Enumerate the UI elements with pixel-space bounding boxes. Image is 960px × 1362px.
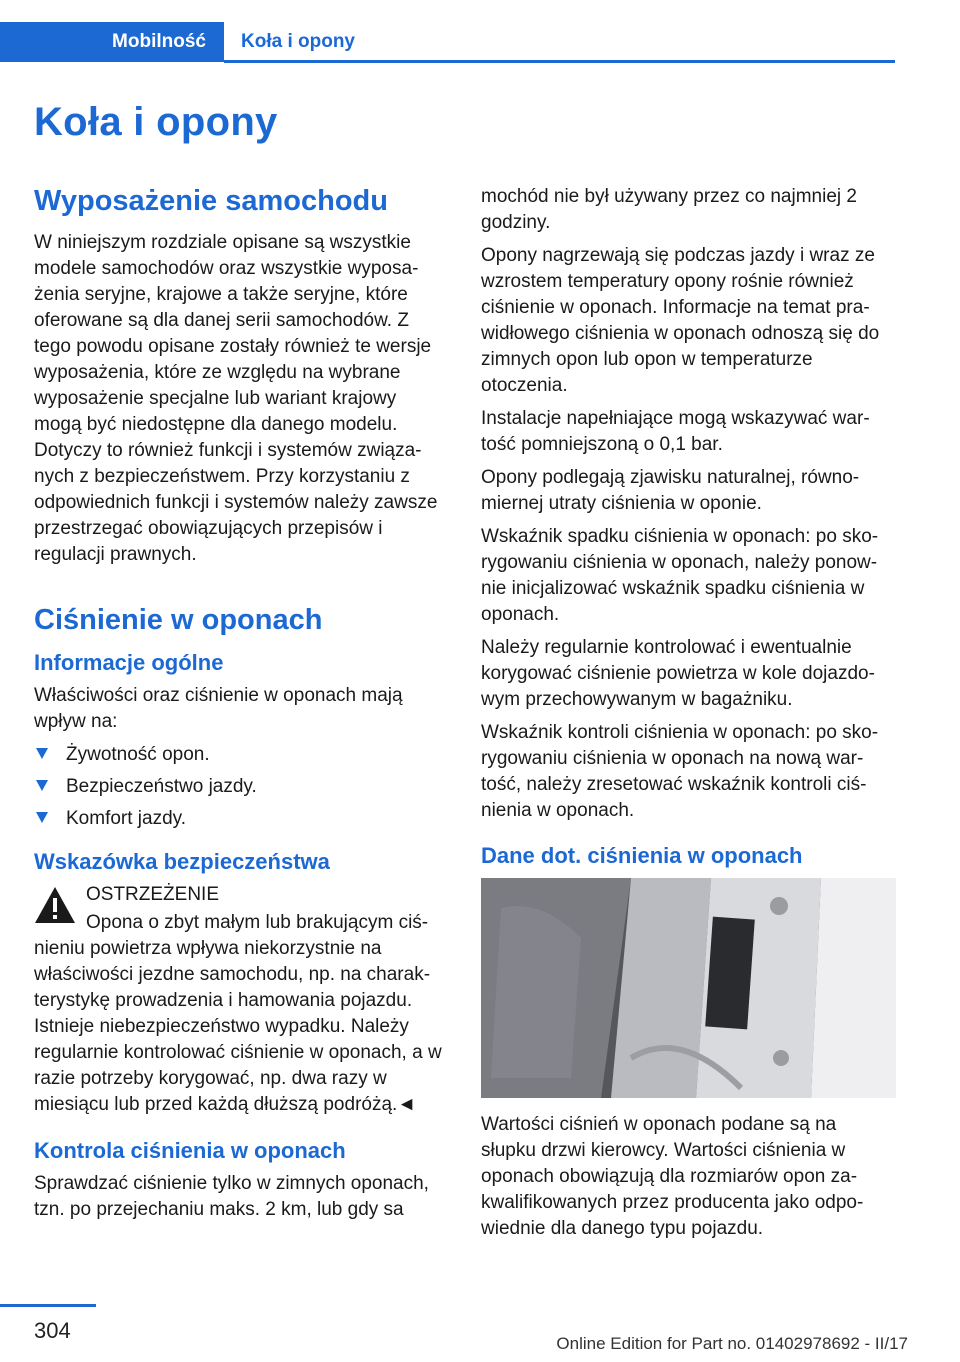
triangle-bullet-icon: [36, 748, 48, 759]
bullet-list: [34, 742, 449, 838]
paragraph: Wartości ciśnień w oponach podane są na słupku drzwi kierowcy. Wartości ciśnienia w oponach obowiązują dla rozmiarów opon zakwalifikowanych przez producenta jako odpowiednie dla danego typu pojazdu.: [481, 1114, 864, 1239]
list-item: Komfort jazdy.: [34, 806, 449, 838]
pressure-check-paragraph: Sprawdzać ciśnienie tylko w zimnych oponach, tzn. po przejechaniu maks. 2 km, lub gdy sa: [34, 1173, 429, 1220]
paragraph: Wskaźnik kontroli ciśnienia w oponach: po skorygowaniu ciśnienia w oponach na nową wartość, należy zresetować wskaźnik kontroli ciśnienia w oponach.: [481, 722, 879, 821]
warning-title: OSTRZEŻENIE: [86, 884, 220, 905]
subheading-pressure-data: Dane dot. ciśnienia w oponach: [481, 843, 803, 868]
warning-triangle-icon: [34, 886, 76, 924]
triangle-bullet-icon: [36, 812, 48, 823]
right-column: [481, 184, 896, 1249]
tab-kola-i-opony[interactable]: Koła i opony: [241, 31, 355, 52]
paragraph: Instalacje napełniające mogą wskazywać wartość pomniejszoną o 0,1 bar.: [481, 408, 870, 455]
triangle-bullet-icon: [36, 780, 48, 791]
section-title-tire-pressure: Ciśnienie w oponach: [34, 604, 323, 636]
general-info-paragraph: Właściwości oraz ciśnienie w oponach mają wpływ na:: [34, 685, 403, 732]
subheading-safety-note: Wskazówka bezpieczeństwa: [34, 849, 330, 874]
footer-rule: [0, 1304, 96, 1307]
paragraph: Należy regularnie kontrolować i ewentualnie korygować ciśnienie powietrza w kole dojazdowym przechowywanym w bagażniku.: [481, 637, 875, 710]
paragraph: Opony podlegają zjawisku naturalnej, równomiernej utraty ciśnienia w oponie.: [481, 467, 860, 514]
edition-note: Online Edition for Part no. 01402978692 - II/17: [556, 1334, 908, 1353]
section-title-equipment: Wyposażenie samochodu: [34, 185, 388, 217]
warning-block: [34, 882, 449, 1118]
equipment-paragraph: W niniejszym rozdziale opisane są wszystkie modele samochodów oraz wszystkie wyposażenia seryjne, krajowe a także seryjne, które oferowane są dla danej serii samochodów. Z tego powodu opisane zostały również te wersje wyposażenia, które ze względu na wybrane wyposażenie specjalne lub wariant krajowy mogą być niedostępne dla danego modelu. Dotyczy to również funkcji i systemów związanych z bezpieczeństwem. Przy korzystaniu z odpowiednich funkcji i systemów należy zawsze przestrzegać obowiązujących przepisów i regulacji prawnych.: [34, 232, 438, 565]
left-column: [34, 184, 449, 1230]
tab-mobilnosc[interactable]: Mobilność: [0, 22, 224, 62]
paragraph: Wskaźnik spadku ciśnienia w oponach: po skorygowaniu ciśnienia w oponach, należy ponownie inicjalizować wskaźnik spadku ciśnienia w oponach.: [481, 526, 879, 625]
paragraph: Opony nagrzewają się podczas jazdy i wraz ze wzrostem temperatury opony rośnie również ciśnienie w oponach. Informacje na temat prawidłowego ciśnienia w oponach odnoszą się do zimnych opon lub opon w temperaturze otoczenia.: [481, 245, 880, 396]
subheading-general-info: Informacje ogólne: [34, 650, 224, 675]
list-item: Żywotność opon.: [34, 742, 449, 774]
tab-underline: [224, 60, 895, 63]
subheading-pressure-check: Kontrola ciśnienia w oponach: [34, 1138, 346, 1163]
list-item: Bezpieczeństwo jazdy.: [34, 774, 449, 806]
paragraph: mochód nie był używany przez co najmniej 2 godziny.: [481, 186, 857, 233]
door-pillar-photo: [481, 878, 896, 1098]
warning-paragraph: Opona o zbyt małym lub brakującym ciśnieniu powietrza wpływa niekorzystnie na właściwości jezdne samochodu, np. na charakterystykę prowadzenia i hamowania pojazdu. Istnieje niebezpieczeństwo wypadku. Należy regularnie kontrolować ciśnienie w oponach, a w razie potrzeby korygować, np. dwa razy w miesiącu lub przed każdą dłuższą podróżą.◄: [34, 912, 442, 1115]
chapter-tabs: [0, 22, 895, 62]
page-title: Koła i opony: [34, 100, 278, 144]
page-number: 304: [34, 1318, 71, 1343]
